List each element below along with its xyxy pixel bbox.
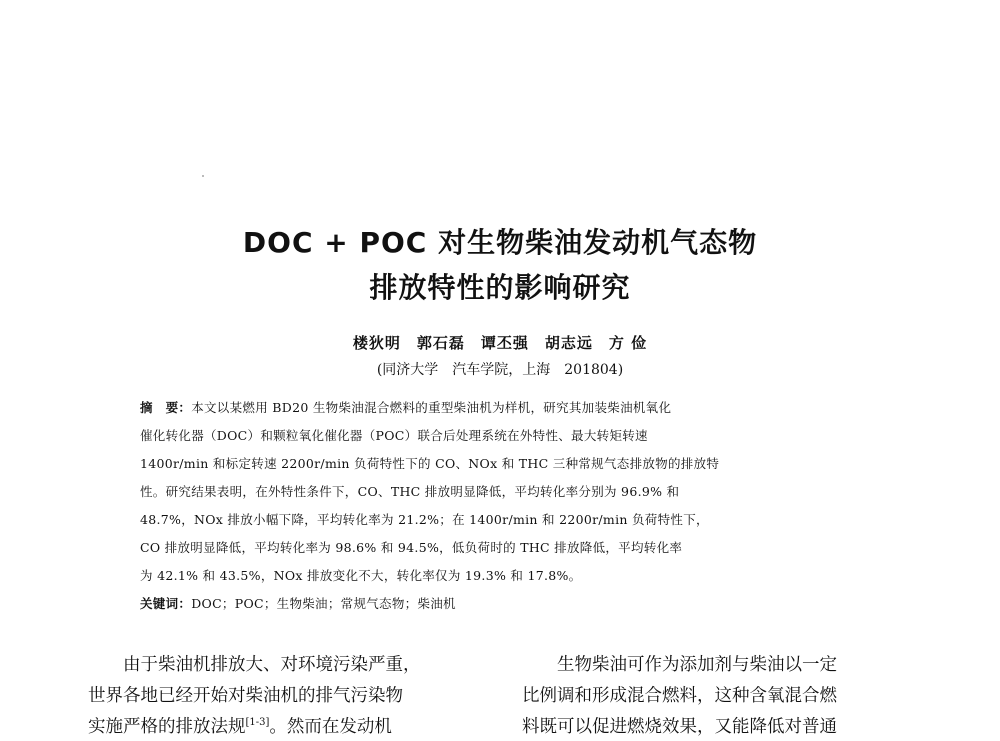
body-col1-line-3-tail: 。然而在发动机 xyxy=(269,717,392,737)
abstract-text: 本文以某燃用 BD20 生物柴油混合燃料的重型柴油机为样机，研究其加装柴油机氧化 xyxy=(191,400,672,415)
affiliation: (同济大学 汽车学院，上海 201804) xyxy=(376,362,624,378)
abstract-line-3: 1400r/min 和标定转速 2200r/min 负荷特性下的 CO、NOx 和 THC 三种常规气态排放物的排放特 xyxy=(140,456,720,471)
body-col1-line-1: 由于柴油机排放大、对环境污染严重， xyxy=(88,655,421,675)
body-col2-line-1: 生物柴油可作为添加剂与柴油以一定 xyxy=(522,655,837,675)
citation-ref: [1-3] xyxy=(245,717,270,729)
body-col1-line-3-text: 实施严格的排放法规 xyxy=(88,717,246,737)
scan-speck xyxy=(202,175,204,177)
body-col2-line-2: 比例调和形成混合燃料，这种含氧混合燃 xyxy=(522,686,837,706)
keywords-line xyxy=(140,594,860,614)
body-col1-line-3 xyxy=(88,714,484,740)
abstract-line-7: 为 42.1% 和 43.5%，NOx 排放变化不大，转化率仅为 19.3% 和 17.8%。 xyxy=(140,568,582,583)
paper-title-line-1: DOC + POC 对生物柴油发动机气态物 xyxy=(242,226,758,259)
abstract-line-4: 性。研究结果表明，在外特性条件下，CO、THC 排放明显降低，平均转化率分别为 96.9% 和 xyxy=(140,484,680,499)
keywords-label: 关键词： xyxy=(140,596,192,611)
author-list: 楼狄明 郭石磊 谭丕强 胡志远 方 俭 xyxy=(352,334,648,352)
keywords-text: DOC；POC；生物柴油；常规气态物；柴油机 xyxy=(191,596,456,611)
abstract-line-5: 48.7%，NOx 排放小幅下降，平均转化率为 21.2%；在 1400r/min 和 2200r/min 负荷特性下， xyxy=(140,512,709,527)
abstract-line-6: CO 排放明显降低，平均转化率为 98.6% 和 94.5%，低负荷时的 THC 排放降低，平均转化率 xyxy=(140,540,683,555)
abstract-label: 摘 要： xyxy=(140,400,192,415)
abstract-line-1 xyxy=(140,398,860,418)
body-col2-line-3: 料既可以促进燃烧效果，又能降低对普通 xyxy=(522,717,837,737)
abstract-line-2: 催化转化器（DOC）和颗粒氧化催化器（POC）联合后处理系统在外特性、最大转矩转速 xyxy=(140,428,648,443)
body-col1-line-2: 世界各地已经开始对柴油机的排气污染物 xyxy=(88,686,403,706)
paper-title-line-2: 排放特性的影响研究 xyxy=(369,271,631,304)
